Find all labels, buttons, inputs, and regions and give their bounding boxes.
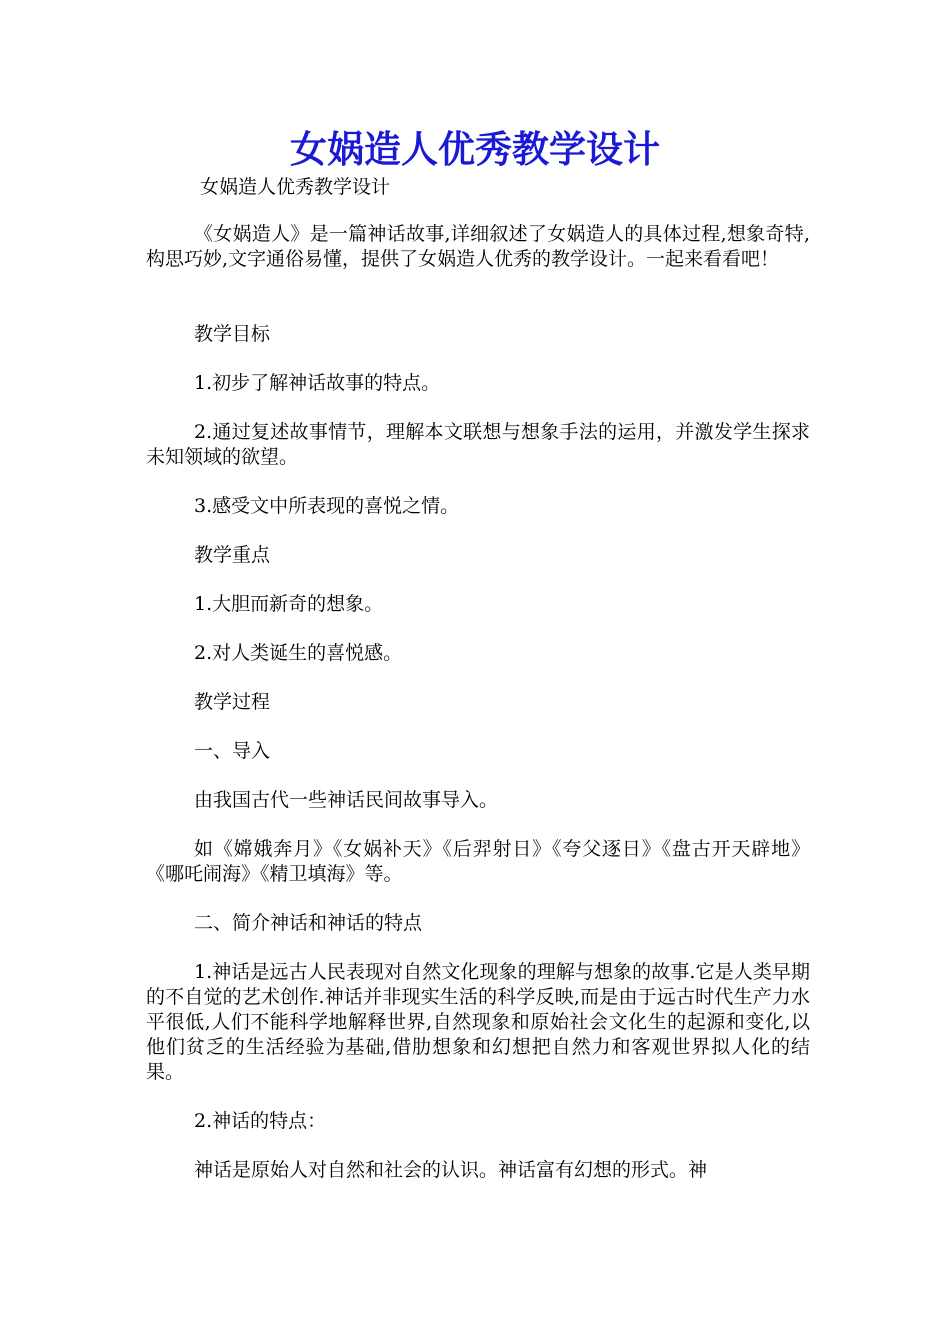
goal-item: 2.通过复述故事情节，理解本文联想与想象手法的运用，并激发学生探求未知领域的欲望。	[146, 421, 810, 468]
heading-teaching-goals: 教学目标	[194, 323, 271, 345]
heading-teaching-process: 教学过程	[194, 691, 271, 713]
body-paragraph: 1.神话是远古人民表现对自然文化现象的理解与想象的故事.它是人类早期的不自觉的艺术创作.神话并非现实生活的科学反映,而是由于远古时代生产力水平很低,人们不能科学地解释世界,自然现象和原始社会文化生的起源和变化,以他们贫乏的生活经验为基础,借肋想象和幻想把自然力和客观世界拟人化的结果。	[146, 961, 810, 1083]
focus-item: 1.大胆而新奇的想象。	[194, 593, 384, 615]
body-paragraph: 2.神话的特点：	[194, 1110, 327, 1132]
focus-item: 2.对人类诞生的喜悦感。	[194, 642, 403, 664]
heading-teaching-focus: 教学重点	[194, 544, 271, 566]
document-subtitle: 女娲造人优秀教学设计	[200, 176, 391, 198]
body-paragraph: 神话是原始人对自然和社会的认识。神话富有幻想的形式。神	[194, 1159, 708, 1181]
body-paragraph: 如《嫦娥奔月》《女娲补天》《后羿射日》《夸父逐日》《盘古开天辟地》《哪吒闹海》《精卫填海》等。	[146, 838, 810, 885]
section-heading: 二、简介神话和神话的特点	[194, 912, 423, 934]
section-heading: 一、导入	[194, 740, 271, 762]
goal-item: 1.初步了解神话故事的特点。	[194, 372, 441, 394]
intro-paragraph: 《女娲造人》是一篇神话故事,详细叙述了女娲造人的具体过程,想象奇特,构思巧妙,文字通俗易懂，提供了女娲造人优秀的教学设计。一起来看看吧！	[146, 223, 810, 270]
goal-item: 3.感受文中所表现的喜悦之情。	[194, 495, 460, 517]
body-paragraph: 由我国古代一些神话民间故事导入。	[194, 789, 499, 811]
document-title: 女娲造人优秀教学设计	[290, 128, 660, 171]
document-body	[146, 222, 810, 1207]
